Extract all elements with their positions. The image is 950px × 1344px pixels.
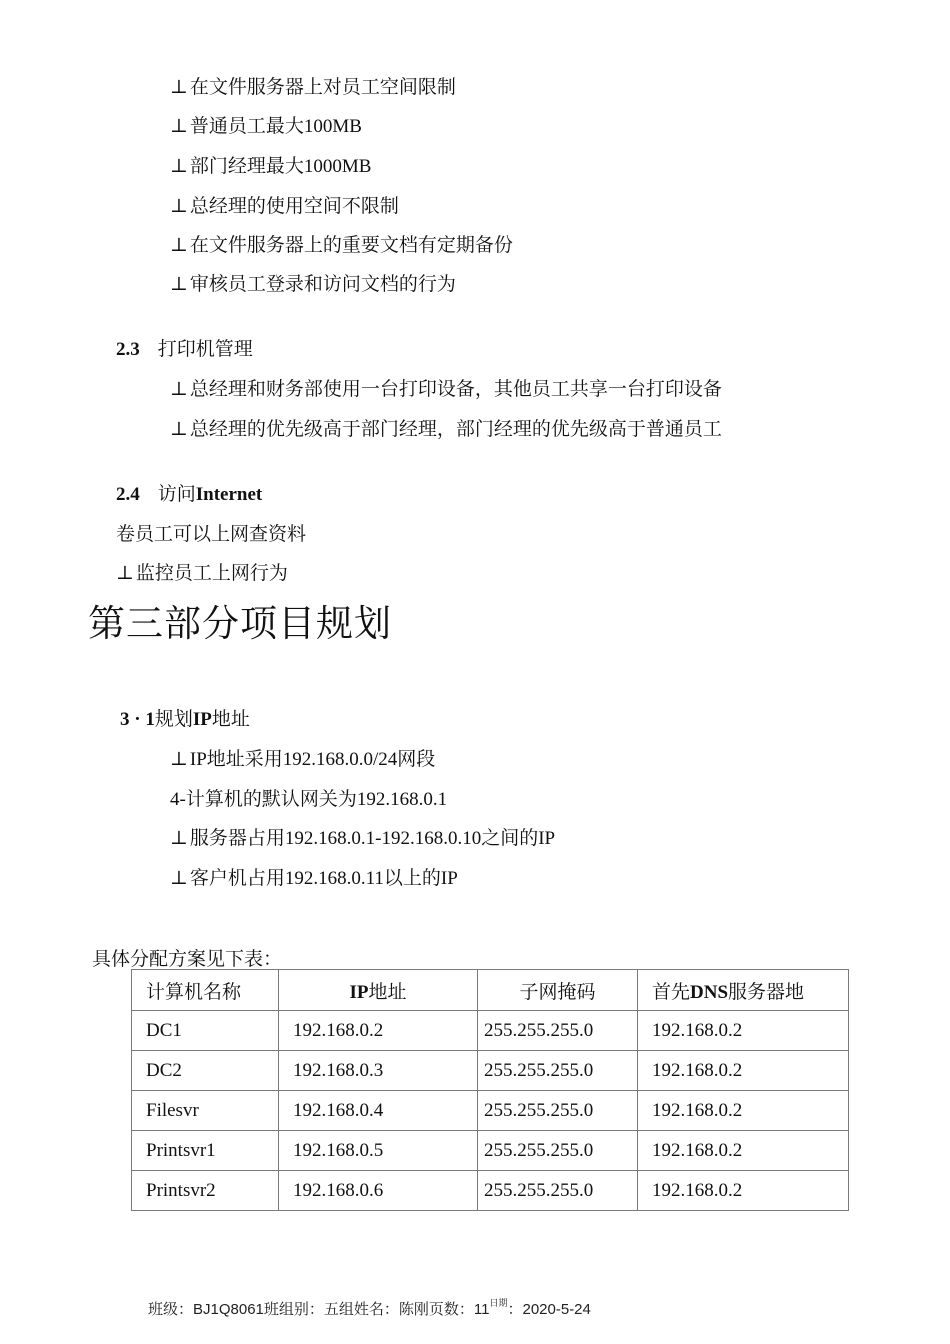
header-dns-server: 首先DNS服务器地 [638, 970, 849, 1011]
bullet-icon: ⊥ [170, 274, 188, 295]
cell-computer-name: DC1 [132, 1011, 279, 1051]
list-item: ⊥ 总经理的使用空间不限制 [170, 196, 399, 217]
list-item: ⊥ 客户机占用192.168.0.11以上的IP [170, 868, 458, 889]
section-heading-3-1: 3 · 1规划IP地址 [120, 709, 250, 730]
cell-dns: 192.168.0.2 [638, 1011, 849, 1051]
cell-ip: 192.168.0.6 [279, 1171, 478, 1211]
cell-mask: 255.255.255.0 [478, 1091, 638, 1131]
list-item: ⊥ 监控员工上网行为 [116, 563, 288, 584]
bullet-icon: ⊥ [170, 379, 188, 400]
bullet-icon: ⊥ [170, 116, 188, 137]
cell-ip: 192.168.0.3 [279, 1051, 478, 1091]
cell-dns: 192.168.0.2 [638, 1131, 849, 1171]
list-item: ⊥ 总经理的优先级高于部门经理，部门经理的优先级高于普通员工 [170, 419, 722, 440]
cell-dns: 192.168.0.2 [638, 1171, 849, 1211]
part-title: 第三部分项目规划 [88, 602, 392, 645]
table-row [132, 1091, 849, 1131]
bullet-icon: ⊥ [170, 156, 188, 177]
cell-computer-name: Filesvr [132, 1091, 279, 1131]
table-row [132, 1011, 849, 1051]
cell-mask: 255.255.255.0 [478, 1051, 638, 1091]
list-item: 4-计算机的默认网关为192.168.0.1 [170, 789, 448, 810]
bullet-icon: ⊥ [170, 235, 188, 256]
ip-allocation-table [131, 969, 849, 1211]
list-item: ⊥ 普通员工最大100MB [170, 116, 362, 137]
table-row [132, 1131, 849, 1171]
cell-ip: 192.168.0.2 [279, 1011, 478, 1051]
section-heading-2-3: 2.3 打印机管理 [116, 339, 253, 360]
bullet-icon: ⊥ [170, 419, 188, 440]
list-item: ⊥ 在文件服务器上对员工空间限制 [170, 77, 456, 98]
bullet-icon: ⊥ [170, 828, 188, 849]
header-subnet-mask: 子网掩码 [478, 970, 638, 1011]
table-intro: 具体分配方案见下表： [92, 949, 283, 970]
cell-dns: 192.168.0.2 [638, 1091, 849, 1131]
section-heading-2-4: 2.4 访问Internet [116, 484, 263, 505]
bullet-icon: ⊥ [116, 563, 134, 584]
cell-computer-name: DC2 [132, 1051, 279, 1091]
cell-computer-name: Printsvr1 [132, 1131, 279, 1171]
page-footer: 班级：BJ1Q8061班组别：五组姓名：陈刚页数：$11^{日期}$：2020-5-24 [148, 1298, 591, 1318]
cell-dns: 192.168.0.2 [638, 1051, 849, 1091]
table-header-row [132, 970, 849, 1011]
list-item: ⊥ 服务器占用192.168.0.1-192.168.0.10之间的IP [170, 828, 556, 849]
header-ip-address: IP地址 [279, 970, 478, 1011]
header-computer-name: 计算机名称 [132, 970, 279, 1011]
list-item: ⊥ 总经理和财务部使用一台打印设备，其他员工共享一台打印设备 [170, 379, 722, 400]
cell-mask: 255.255.255.0 [478, 1011, 638, 1051]
cell-ip: 192.168.0.5 [279, 1131, 478, 1171]
list-item: ⊥ 在文件服务器上的重要文档有定期备份 [170, 235, 513, 256]
bullet-icon: ⊥ [170, 77, 188, 98]
table-row [132, 1171, 849, 1211]
list-item: ⊥ 审核员工登录和访问文档的行为 [170, 274, 456, 295]
cell-mask: 255.255.255.0 [478, 1131, 638, 1171]
bullet-icon: ⊥ [170, 749, 188, 770]
bullet-icon: ⊥ [170, 868, 188, 889]
cell-computer-name: Printsvr2 [132, 1171, 279, 1211]
list-item: ⊥ IP地址采用192.168.0.0/24网段 [170, 749, 436, 770]
list-item: 卷员工可以上网查资料 [116, 524, 307, 545]
cell-mask: 255.255.255.0 [478, 1171, 638, 1211]
cell-ip: 192.168.0.4 [279, 1091, 478, 1131]
table-row [132, 1051, 849, 1091]
bullet-icon: ⊥ [170, 196, 188, 217]
list-item: ⊥ 部门经理最大1000MB [170, 156, 372, 177]
